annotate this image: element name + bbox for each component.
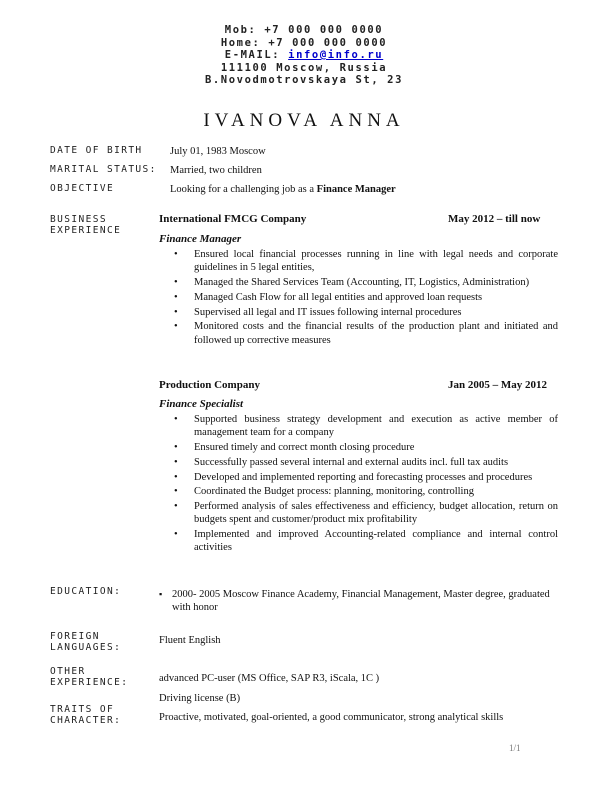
contact-email-label: E-MAIL: <box>224 49 281 61</box>
job-period: Jan 2005 – May 2012 <box>448 379 547 391</box>
job-bullet: • Ensured local financial processes running in line with legal needs and corporate guidelines in 5 legal entities, <box>159 248 558 274</box>
contact-street: B.Novodmotrovskaya St, 23 <box>204 74 404 86</box>
other-value-license: Driving license (B) <box>159 693 241 704</box>
traits-value: Proactive, motivated, goal-oriented, a good communicator, strong analytical skills <box>159 712 504 723</box>
job-role: Finance Specialist <box>159 398 244 410</box>
languages-label-line2: LANGUAGES: <box>50 642 122 653</box>
job-company: Production Company <box>159 379 260 391</box>
traits-label-line1: TRAITS OF <box>50 704 115 715</box>
education-bullet-icon: ▪ <box>159 589 163 599</box>
education-entry: 2000- 2005 Moscow Finance Academy, Financial Management, Master degree, graduated with honor <box>172 589 550 613</box>
experience-label <box>50 214 121 236</box>
other-label-line2: EXPERIENCE: <box>50 677 129 688</box>
job-bullet: • Developed and implemented reporting and forecasting processes and procedures <box>159 471 558 484</box>
objective-label: OBJECTIVE <box>50 183 115 194</box>
traits-label <box>50 704 121 726</box>
page-number: 1/1 <box>509 743 521 753</box>
experience-label-line2: EXPERIENCE <box>50 225 122 236</box>
job-bullet: • Monitored costs and the financial results of the production plant and initiated and followed up corrective measures <box>159 320 558 346</box>
objective-prefix: Looking for a challenging job as a <box>170 184 317 195</box>
candidate-name: IVANOVA ANNA <box>203 110 405 131</box>
objective-role: Finance Manager <box>316 184 396 195</box>
contact-email-link[interactable]: info@info.ru <box>288 49 384 61</box>
job-bullet: • Supported business strategy development and execution as active member of management team for a company <box>159 413 558 439</box>
dob-value: July 01, 1983 Moscow <box>170 146 266 157</box>
job-bullet: • Implemented and improved Accounting-related compliance and internal control activities <box>159 528 558 554</box>
education-label: EDUCATION: <box>50 586 122 597</box>
job-bullet: • Ensured timely and correct month closing procedure <box>159 441 558 454</box>
marital-label: MARITAL STATUS: <box>50 164 157 175</box>
other-label-line1: OTHER <box>50 666 86 677</box>
job-bullet: • Supervised all legal and IT issues following internal procedures <box>159 306 558 319</box>
objective-value <box>170 183 396 196</box>
job-bullet: • Performed analysis of sales effectiveness and efficiency, budget allocation, return on budgets spent and customer/product mix profitability <box>159 500 558 526</box>
job-period: May 2012 – till now <box>448 213 541 225</box>
job-bullets <box>159 413 558 556</box>
languages-label-line1: FOREIGN <box>50 631 100 642</box>
contact-city: 111100 Moscow, Russia <box>220 61 388 74</box>
job-bullets <box>159 248 558 348</box>
other-label <box>50 666 128 688</box>
traits-label-line2: CHARACTER: <box>50 715 122 726</box>
job-bullet: • Coordinated the Budget process: planning, monitoring, controlling <box>159 485 558 498</box>
languages-label <box>50 631 121 653</box>
other-value-pc: advanced PC-user (MS Office, SAP R3, iScala, 1C ) <box>159 673 380 684</box>
job-role: Finance Manager <box>159 233 242 245</box>
languages-value: Fluent English <box>159 635 221 646</box>
job-company: International FMCG Company <box>159 213 307 225</box>
job-bullet: • Successfully passed several internal and external audits incl. full tax audits <box>159 456 558 469</box>
contact-email-line <box>0 50 608 62</box>
dob-label: DATE OF BIRTH <box>50 145 143 156</box>
experience-label-line1: BUSINESS <box>50 214 107 225</box>
contact-mobile: Mob: +7 000 000 0000 <box>224 24 384 36</box>
job-bullet: • Managed Cash Flow for all legal entities and approved loan requests <box>159 291 558 304</box>
marital-value: Married, two children <box>170 165 262 176</box>
contact-home: Home: +7 000 000 0000 <box>220 36 388 49</box>
job-bullet: • Managed the Shared Services Team (Accounting, IT, Logistics, Administration) <box>159 276 558 289</box>
